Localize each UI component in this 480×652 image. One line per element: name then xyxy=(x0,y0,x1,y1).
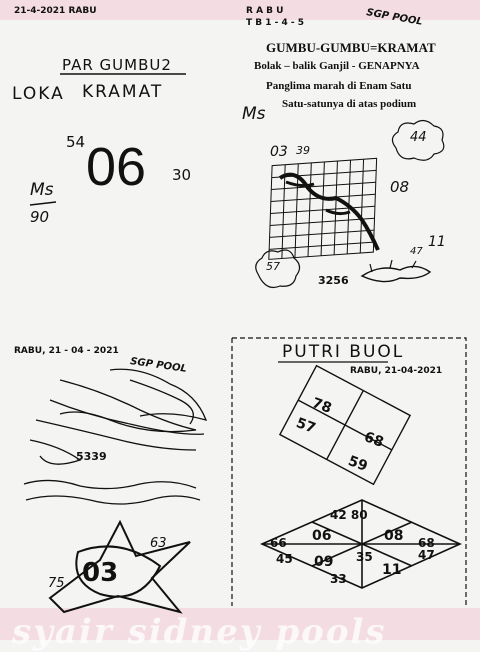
sgp-pool-label-top: SGP POOL xyxy=(365,7,424,28)
bottom-left-date: RABU, 21 - 04 - 2021 xyxy=(14,346,119,356)
bottom-right-number-11: 11 xyxy=(428,234,446,250)
star-number-75: 75 xyxy=(48,576,65,591)
text-line-3: Satu-satunya di atas podium xyxy=(282,98,417,110)
ms-label-right: Ms xyxy=(242,104,266,124)
rotated-square-grid xyxy=(270,370,420,480)
loka-label: LOKA xyxy=(12,84,65,104)
diamond-mid-right: 08 xyxy=(384,528,404,544)
diamond-left-bottom: 45 xyxy=(276,552,293,566)
diamond-center: 09 xyxy=(314,554,334,570)
square-number-59: 59 xyxy=(345,453,370,475)
bottom-small-47: 47 xyxy=(410,246,423,257)
diamond-mid-left: 06 xyxy=(312,528,332,544)
diamond-bottom-right: 11 xyxy=(382,562,402,578)
star-number-03: 03 xyxy=(82,558,119,588)
putri-buol-date: RABU, 21-04-2021 xyxy=(350,366,443,376)
header-day-right: R A B U xyxy=(246,6,284,16)
star-number-63: 63 xyxy=(150,536,167,551)
bottom-number-3256: 3256 xyxy=(318,274,349,287)
watermark: syair sidney pools xyxy=(12,612,387,652)
ms-label-left: Ms xyxy=(30,180,54,200)
text-line-2: Panglima marah di Enam Satu xyxy=(266,80,412,92)
kramat-label: KRAMAT xyxy=(82,82,164,102)
gumbu-title: GUMBU-GUMBU=KRAMAT xyxy=(266,40,436,55)
text-line-1: Bolak – balik Ganjil - GENAPNYA xyxy=(254,60,420,72)
cloud-bottom-number: 57 xyxy=(266,260,280,273)
par-gumbu-title: PAR GUMBU2 xyxy=(62,56,172,74)
diamond-center-right: 35 xyxy=(356,550,373,564)
scribble-number-5339: 5339 xyxy=(76,450,107,463)
square-number-78: 78 xyxy=(309,395,334,417)
grid-number-03: 03 xyxy=(270,144,288,160)
square-number-57: 57 xyxy=(293,415,318,437)
diamond-top-numbers: 42 80 xyxy=(330,508,368,522)
header-code-right: T B 1 - 4 - 5 xyxy=(246,18,305,28)
putri-buol-title: PUTRI BUOL xyxy=(282,342,405,362)
small-left-number: 54 xyxy=(66,133,86,151)
diamond-right-bottom: 47 xyxy=(418,548,435,562)
big-number: 06 xyxy=(86,137,147,197)
sgp-pool-label-bottom: SGP POOL xyxy=(129,356,188,375)
header-date-left: 21-4-2021 RABU xyxy=(14,6,97,16)
square-number-68: 68 xyxy=(361,429,386,451)
right-number-08: 08 xyxy=(390,178,410,196)
diamond-left-top: 66 xyxy=(270,536,287,550)
ms-value-left: 90 xyxy=(30,208,50,226)
grid-number-39: 39 xyxy=(296,144,310,157)
diamond-bottom: 33 xyxy=(330,572,347,586)
small-right-number: 30 xyxy=(172,166,192,184)
cloud-top-number: 44 xyxy=(410,130,427,145)
diamond-right-top: 68 xyxy=(418,536,435,550)
